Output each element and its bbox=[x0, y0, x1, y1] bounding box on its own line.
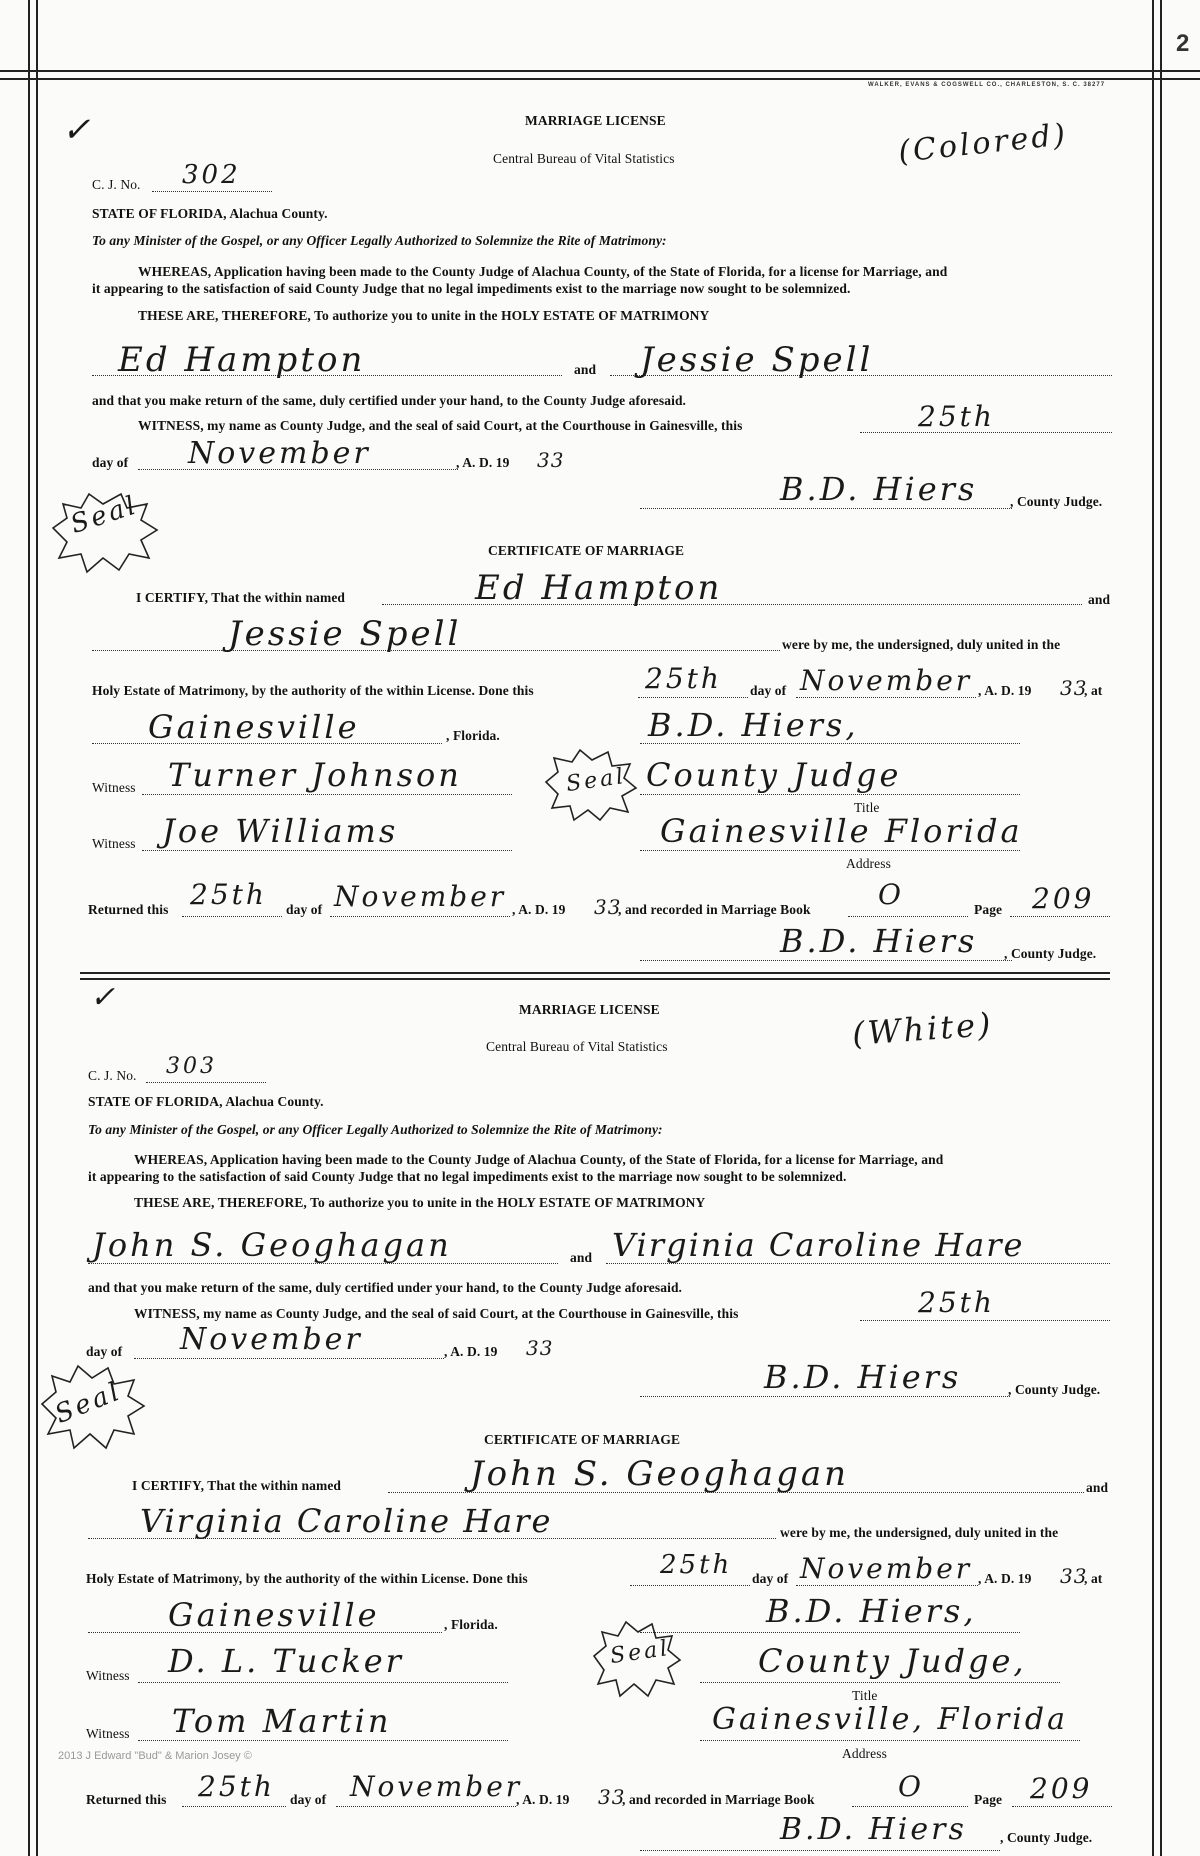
returned-year: 33 bbox=[594, 895, 622, 919]
seal-label: Seal bbox=[564, 763, 628, 798]
check-mark: ✓ bbox=[62, 110, 94, 150]
cert-ad-label: , A. D. 19 bbox=[978, 683, 1032, 698]
cert-groom: John S. Geoghagan bbox=[470, 1454, 850, 1494]
returned-month-dotted-line bbox=[330, 916, 510, 917]
officiant-dotted-line bbox=[640, 1632, 1020, 1633]
witness1-label: Witness bbox=[92, 780, 136, 795]
printer-imprint: WALKER, EVANS & COGSWELL CO., CHARLESTON, S. C. 38277 bbox=[868, 82, 1106, 88]
at-label: , at bbox=[1084, 1571, 1103, 1586]
page-value: 209 bbox=[1032, 882, 1095, 915]
check-mark: ✓ bbox=[90, 980, 119, 1015]
recorded-label: , and recorded in Marriage Book bbox=[618, 902, 811, 917]
day-of-label: day of bbox=[92, 455, 129, 470]
cj-label: C. J. No. bbox=[92, 177, 141, 192]
cert-groom: Ed Hampton bbox=[475, 568, 723, 608]
cj-dotted-line bbox=[146, 1082, 266, 1083]
left-margin-line bbox=[28, 0, 30, 1856]
returned-month: November bbox=[334, 880, 507, 913]
ad-label: , A. D. 19 bbox=[456, 455, 510, 470]
returned-judge-signature: B.D. Hiers bbox=[780, 1812, 967, 1847]
ad-label: , A. D. 19 bbox=[444, 1344, 498, 1359]
title-label: Title bbox=[854, 800, 880, 815]
returned-judge-signature: B.D. Hiers bbox=[780, 922, 978, 960]
returned-day-of: day of bbox=[290, 1792, 327, 1807]
license-month: November bbox=[180, 1322, 363, 1357]
cert-ad-label: , A. D. 19 bbox=[978, 1571, 1032, 1586]
these-are: THESE ARE, THEREFORE, To authorize you to unite in the HOLY ESTATE OF MATRIMONY bbox=[138, 308, 710, 323]
race-note: (Colored) bbox=[896, 117, 1070, 170]
day-of-label: day of bbox=[86, 1344, 123, 1359]
license-title: MARRIAGE LICENSE bbox=[519, 1002, 660, 1017]
and-label: and bbox=[574, 362, 597, 377]
page-dotted-line bbox=[1010, 916, 1110, 917]
day-of-short: day of bbox=[750, 683, 787, 698]
were-by-me: were by me, the undersigned, duly united in the bbox=[782, 637, 1061, 652]
judge-signature-line bbox=[640, 508, 1012, 509]
officiant-address-dotted-line bbox=[700, 1740, 1080, 1741]
county-judge-label: , County Judge. bbox=[1008, 1382, 1101, 1397]
page-label: Page bbox=[974, 902, 1003, 917]
cj-number: 303 bbox=[166, 1054, 217, 1079]
address-label: Address bbox=[846, 856, 891, 871]
officiant-address: Gainesville, Florida bbox=[712, 1702, 1068, 1737]
cert-year: 33 bbox=[1060, 676, 1088, 700]
address-line: To any Minister of the Gospel, or any Officer Legally Authorized to Solemnize the Rite of Matrimony: bbox=[92, 233, 667, 248]
right-margin-line-outer bbox=[1160, 0, 1162, 1856]
bride-name: Virginia Caroline Hare bbox=[612, 1226, 1025, 1264]
returned-label: Returned this bbox=[86, 1792, 167, 1807]
license-year: 33 bbox=[537, 448, 565, 472]
book-dotted-line bbox=[848, 916, 968, 917]
cert-month: November bbox=[800, 664, 973, 697]
cert-day: 25th bbox=[645, 662, 722, 695]
returned-county-judge-label: , County Judge. bbox=[1004, 946, 1097, 961]
cj-number: 302 bbox=[182, 160, 241, 190]
officiant-signature: B.D. Hiers, bbox=[766, 1592, 977, 1630]
cert-place: Gainesville bbox=[168, 1596, 380, 1634]
section-divider bbox=[80, 972, 1110, 974]
cert-day: 25th bbox=[660, 1550, 733, 1580]
witness-line: WITNESS, my name as County Judge, and the seal of said Court, at the Courthouse in Gainesville, this bbox=[138, 418, 743, 433]
witness2-dotted-line bbox=[138, 1740, 508, 1741]
witness2-name: Joe Williams bbox=[162, 812, 399, 850]
judge-signature-line bbox=[640, 1396, 1010, 1397]
license-day: 25th bbox=[918, 400, 995, 433]
these-are: THESE ARE, THEREFORE, To authorize you to unite in the HOLY ESTATE OF MATRIMONY bbox=[134, 1195, 706, 1210]
returned-day-dotted-line bbox=[182, 916, 282, 917]
license-month: November bbox=[188, 436, 371, 471]
page-label: Page bbox=[974, 1792, 1003, 1807]
cert-day-dotted-line bbox=[630, 1585, 750, 1586]
top-rule-inner bbox=[0, 78, 1200, 80]
book-dotted-line bbox=[852, 1806, 968, 1807]
title-label: Title bbox=[852, 1688, 878, 1703]
state-line: STATE OF FLORIDA, Alachua County. bbox=[92, 206, 328, 221]
returned-label: Returned this bbox=[88, 902, 169, 917]
at-label: , at bbox=[1084, 683, 1103, 698]
recorded-label: , and recorded in Marriage Book bbox=[622, 1792, 815, 1807]
certify-label: I CERTIFY, That the within named bbox=[136, 590, 346, 605]
page-dotted-line bbox=[1012, 1806, 1112, 1807]
returned-month-dotted-line bbox=[336, 1806, 516, 1807]
top-rule bbox=[0, 70, 1200, 72]
returned-year: 33 bbox=[598, 1785, 626, 1809]
officiant-title-dotted-line bbox=[640, 794, 1020, 795]
witness1-dotted-line bbox=[142, 794, 512, 795]
witness2-dotted-line bbox=[142, 850, 512, 851]
holy-estate: Holy Estate of Matrimony, by the authority of the within License. Done this bbox=[92, 683, 534, 698]
seal-label: Seal bbox=[67, 490, 142, 540]
and-label-cert: and bbox=[1088, 592, 1111, 607]
copyright-watermark: 2013 J Edward "Bud" & Marion Josey © bbox=[58, 1750, 252, 1762]
florida-label: , Florida. bbox=[444, 1617, 498, 1632]
book-value: O bbox=[898, 1770, 924, 1803]
bureau-line: Central Bureau of Vital Statistics bbox=[486, 1039, 668, 1054]
officiant-address-dotted-line bbox=[640, 850, 1020, 851]
bureau-line: Central Bureau of Vital Statistics bbox=[493, 151, 675, 166]
cj-dotted-line bbox=[152, 191, 272, 192]
returned-signature-line bbox=[640, 960, 1012, 961]
cert-bride: Virginia Caroline Hare bbox=[140, 1502, 553, 1540]
and-label: and bbox=[570, 1250, 593, 1265]
were-by-me: were by me, the undersigned, duly united in the bbox=[780, 1525, 1059, 1540]
cj-label: C. J. No. bbox=[88, 1068, 137, 1083]
returned-day: 25th bbox=[198, 1770, 275, 1803]
florida-label: , Florida. bbox=[446, 728, 500, 743]
returned-signature-line bbox=[640, 1850, 1000, 1851]
license-month-dotted-line bbox=[134, 1358, 444, 1359]
returned-day: 25th bbox=[190, 878, 267, 911]
whereas-1: WHEREAS, Application having been made to the County Judge of Alachua County, of the State of Florida, for a license for Marriage, and bbox=[138, 264, 948, 279]
cert-month-dotted-line bbox=[796, 1585, 978, 1586]
cert-bride: Jessie Spell bbox=[228, 614, 462, 654]
day-of-short: day of bbox=[752, 1571, 789, 1586]
witness1-dotted-line bbox=[138, 1682, 508, 1683]
return-line: and that you make return of the same, duly certified under your hand, to the County Judge aforesaid. bbox=[92, 393, 687, 408]
and-label-cert: and bbox=[1086, 1480, 1109, 1495]
holy-estate: Holy Estate of Matrimony, by the authority of the within License. Done this bbox=[86, 1571, 528, 1586]
officiant-signature: B.D. Hiers, bbox=[648, 706, 859, 744]
address-line: To any Minister of the Gospel, or any Officer Legally Authorized to Solemnize the Rite of Matrimony: bbox=[88, 1122, 663, 1137]
address-label: Address bbox=[842, 1746, 887, 1761]
return-line: and that you make return of the same, duly certified under your hand, to the County Judge aforesaid. bbox=[88, 1280, 683, 1295]
officiant-title: County Judge bbox=[646, 756, 902, 794]
cert-year: 33 bbox=[1060, 1564, 1088, 1588]
section-divider-inner bbox=[80, 978, 1110, 980]
witness1-name: D. L. Tucker bbox=[168, 1642, 404, 1680]
whereas-2: it appearing to the satisfaction of said County Judge that no legal impediments exist to the marriage now sought to be solemnized. bbox=[92, 281, 851, 296]
whereas-1: WHEREAS, Application having been made to the County Judge of Alachua County, of the State of Florida, for a license for Marriage, and bbox=[134, 1152, 944, 1167]
state-line: STATE OF FLORIDA, Alachua County. bbox=[88, 1094, 324, 1109]
cert-title: CERTIFICATE OF MARRIAGE bbox=[484, 1432, 681, 1447]
witness-line: WITNESS, my name as County Judge, and the seal of said Court, at the Courthouse in Gainesville, this bbox=[134, 1306, 739, 1321]
page-value: 209 bbox=[1030, 1772, 1093, 1805]
groom-name: Ed Hampton bbox=[118, 340, 366, 380]
cert-title: CERTIFICATE OF MARRIAGE bbox=[488, 543, 685, 558]
officiant-address: Gainesville Florida bbox=[660, 812, 1023, 850]
returned-month: November bbox=[350, 1770, 523, 1803]
license-year: 33 bbox=[526, 1336, 554, 1360]
book-value: O bbox=[878, 878, 904, 911]
seal-label: Seal bbox=[50, 1376, 127, 1430]
cert-day-dotted-line bbox=[638, 697, 748, 698]
certify-label: I CERTIFY, That the within named bbox=[132, 1478, 342, 1493]
bride-name: Jessie Spell bbox=[640, 340, 874, 380]
right-margin-line bbox=[1152, 0, 1154, 1856]
officiant-title-dotted-line bbox=[700, 1682, 1060, 1683]
groom-name: John S. Geoghagan bbox=[92, 1226, 452, 1264]
cert-month-dotted-line bbox=[796, 697, 976, 698]
whereas-2: it appearing to the satisfaction of said County Judge that no legal impediments exist to the marriage now sought to be solemnized. bbox=[88, 1169, 847, 1184]
witness2-label: Witness bbox=[92, 836, 136, 851]
returned-county-judge-label: , County Judge. bbox=[1000, 1830, 1093, 1845]
officiant-title: County Judge, bbox=[758, 1642, 1027, 1680]
returned-day-dotted-line bbox=[182, 1806, 286, 1807]
witness2-label: Witness bbox=[86, 1726, 130, 1741]
judge-signature: B.D. Hiers bbox=[780, 470, 978, 508]
left-margin-line-inner bbox=[36, 0, 38, 1856]
returned-ad-label: , A. D. 19 bbox=[516, 1792, 570, 1807]
cert-place: Gainesville bbox=[148, 708, 360, 746]
race-note: (White) bbox=[850, 1005, 995, 1053]
seal-label: Seal bbox=[608, 1635, 672, 1670]
county-judge-label: , County Judge. bbox=[1010, 494, 1103, 509]
cert-month: November bbox=[800, 1552, 973, 1585]
returned-ad-label: , A. D. 19 bbox=[512, 902, 566, 917]
witness2-name: Tom Martin bbox=[172, 1702, 392, 1740]
license-title: MARRIAGE LICENSE bbox=[525, 113, 666, 128]
license-day-dotted-line bbox=[860, 1320, 1110, 1321]
judge-signature: B.D. Hiers bbox=[764, 1358, 962, 1396]
returned-day-of: day of bbox=[286, 902, 323, 917]
witness1-label: Witness bbox=[86, 1668, 130, 1683]
license-day: 25th bbox=[918, 1286, 995, 1319]
witness1-name: Turner Johnson bbox=[168, 756, 462, 794]
page-number: 2 bbox=[1176, 30, 1190, 57]
